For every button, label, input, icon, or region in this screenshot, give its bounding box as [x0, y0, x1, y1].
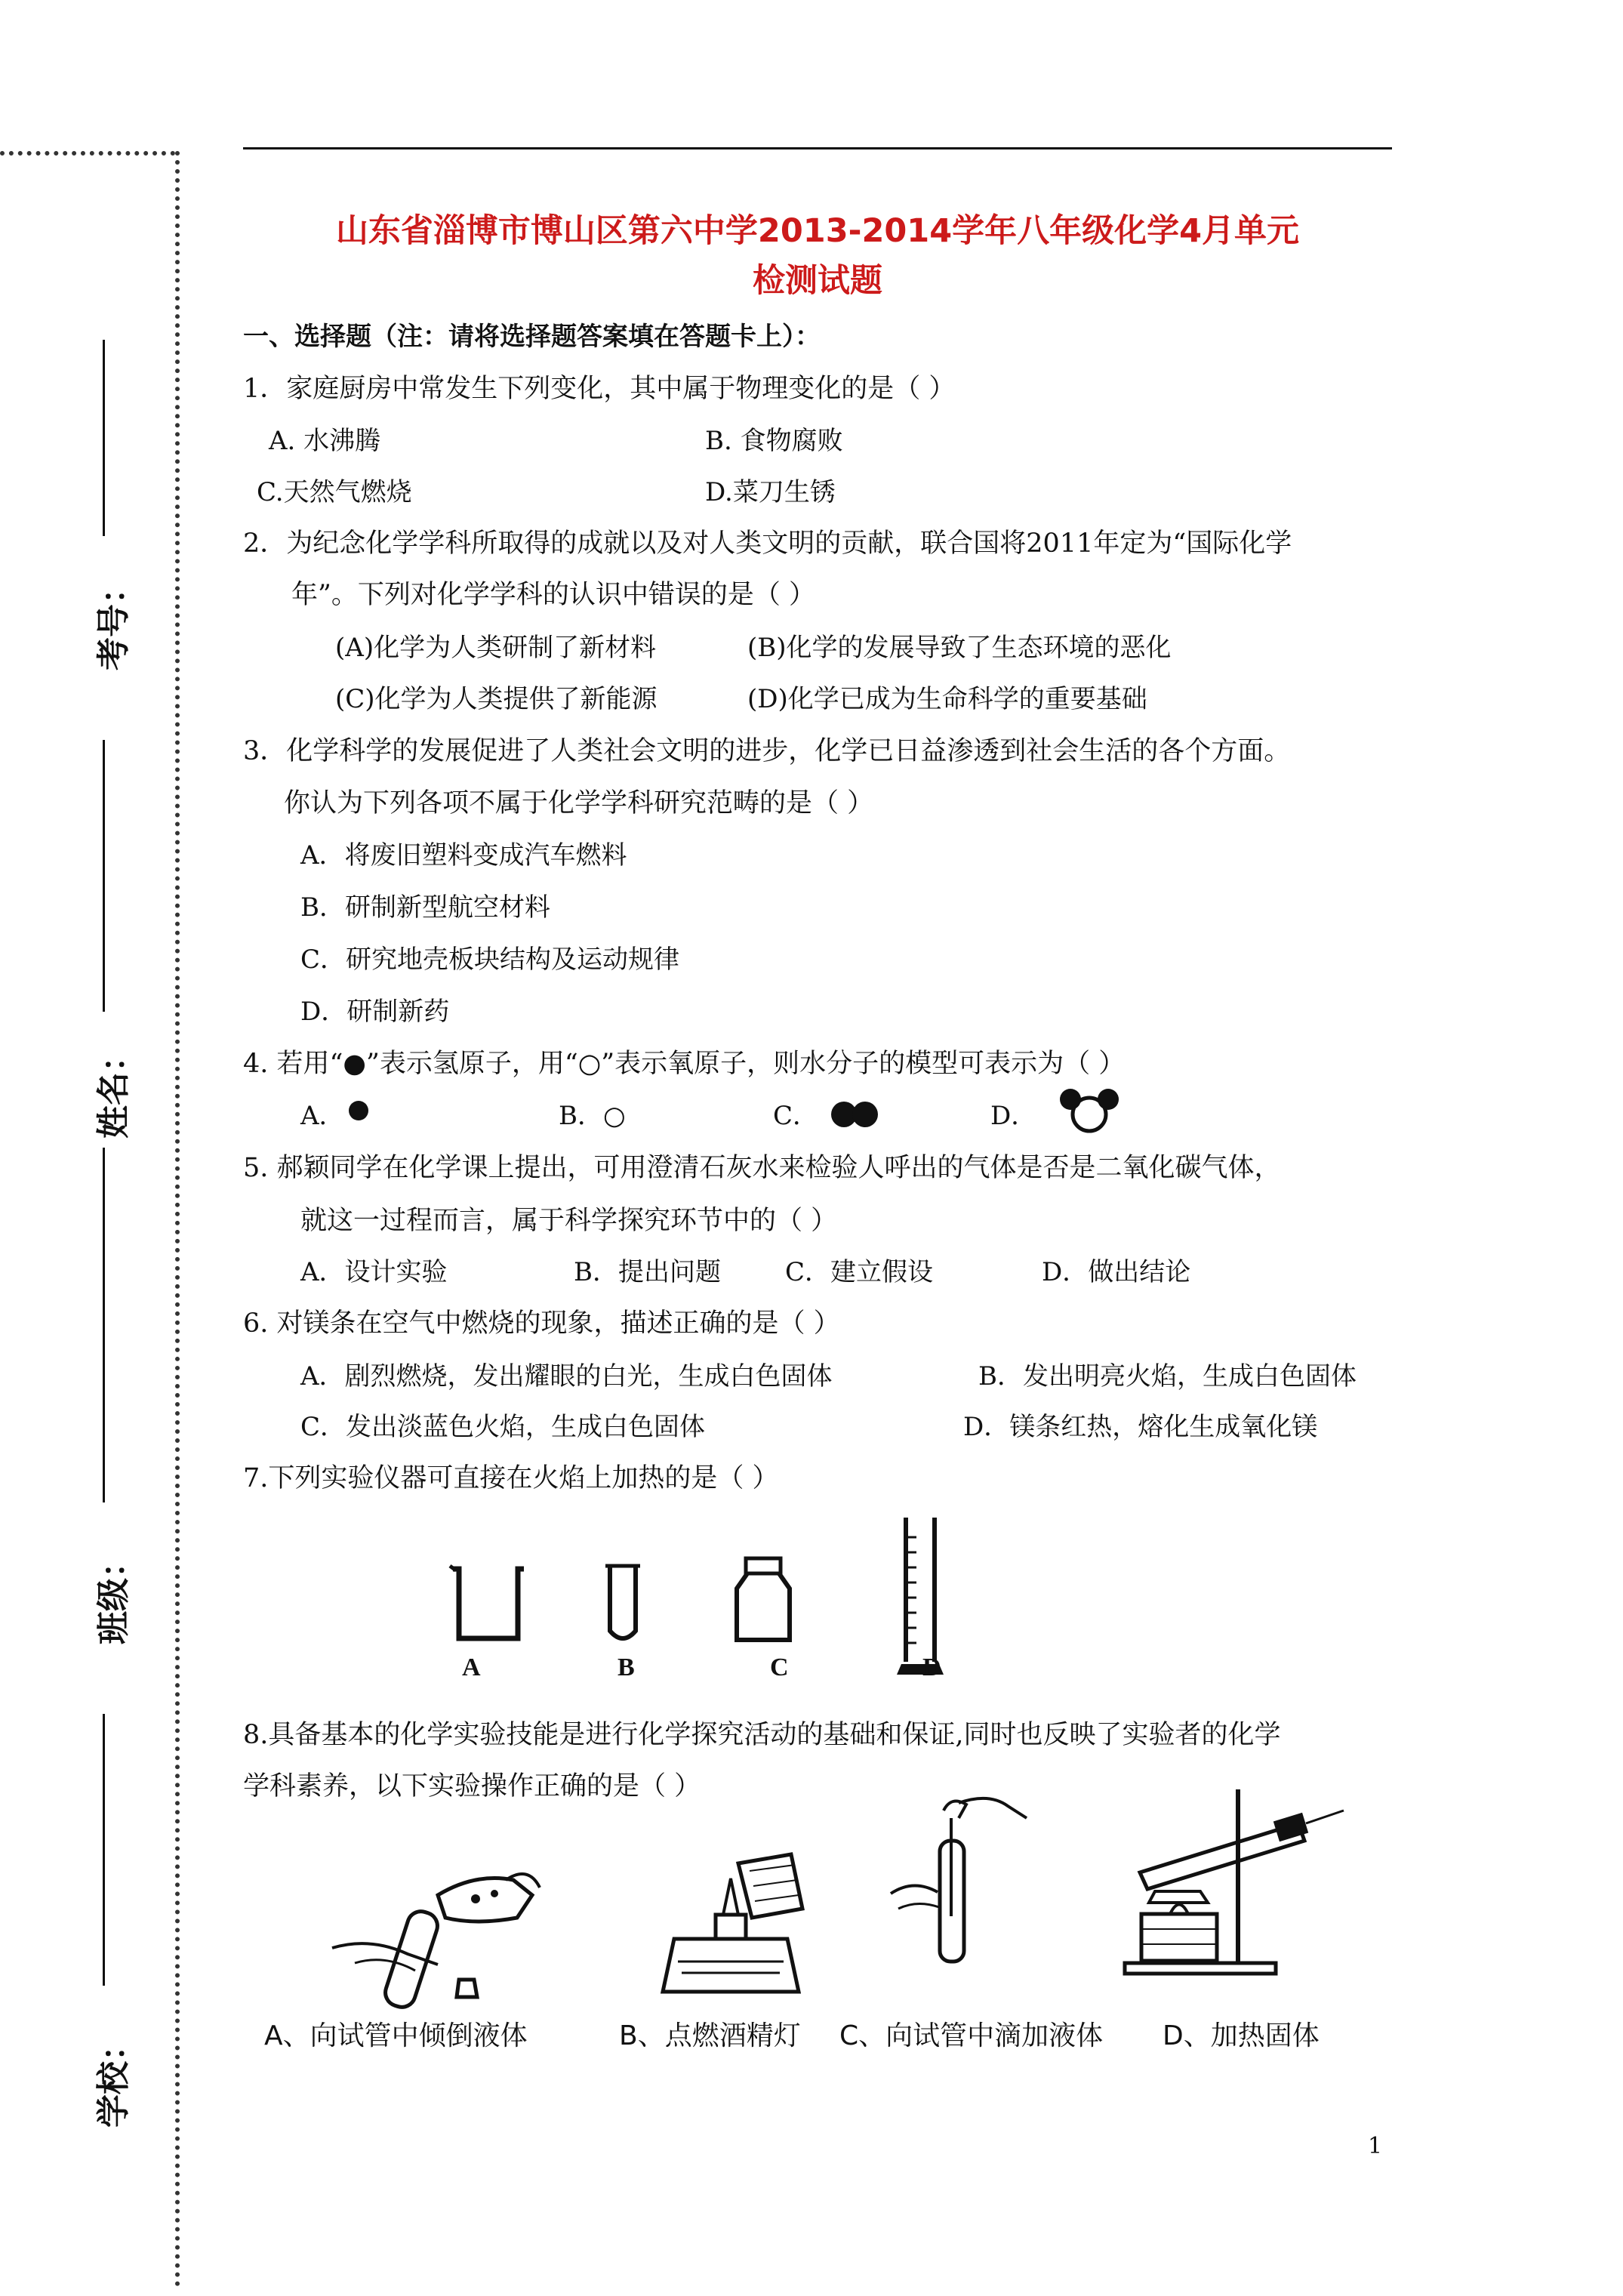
q1-option-c: C.天然气燃烧	[257, 477, 412, 507]
q7-reagent-bottle-icon	[729, 1555, 797, 1646]
class-label: 班级：	[94, 1545, 133, 1644]
q7-label-d: D	[922, 1653, 941, 1681]
q8-heating-solid-illustration	[1125, 1782, 1344, 1986]
q8-pouring-liquid-illustration	[325, 1865, 544, 2008]
school-line	[103, 1714, 105, 1986]
q4-option-d: D．	[990, 1101, 1037, 1131]
q8-stem-line1: 8.具备基本的化学实验技能是进行化学探究活动的基础和保证,同时也反映了实验者的化学	[243, 1720, 1281, 1750]
q8-caption-b: B、点燃酒精灯	[619, 2020, 801, 2051]
header-rule	[243, 147, 1392, 149]
q3-stem-line2: 你认为下列各项不属于化学学科研究范畴的是（ ）	[284, 788, 874, 818]
q5-option-b: B．提出问题	[574, 1257, 721, 1287]
q5-option-a: A．设计实验	[300, 1257, 448, 1287]
q5-option-c: C．建立假设	[785, 1257, 934, 1287]
q6-option-c: C．发出淡蓝色火焰，生成白色固体	[300, 1412, 706, 1442]
q7-beaker-icon	[447, 1563, 530, 1646]
class-line	[103, 1148, 105, 1502]
q3-option-a: A．将废旧塑料变成汽车燃料	[300, 840, 627, 871]
q6-option-b: B．发出明亮火焰，生成白色固体	[978, 1361, 1357, 1391]
q6-option-d: D．镁条红热，熔化生成氧化镁	[963, 1412, 1318, 1442]
q3-stem-line1: 3．化学科学的发展促进了人类社会文明的进步，化学已日益渗透到社会生活的各个方面。	[243, 736, 1291, 766]
q7-label-a: A	[462, 1653, 481, 1681]
q4-option-c: C．	[773, 1101, 819, 1131]
q7-label-c: C	[770, 1653, 789, 1681]
q1-option-a: A. 水沸腾	[269, 426, 381, 456]
page-title-line2: 检测试题	[753, 262, 882, 300]
q3-option-b: B．研制新型航空材料	[300, 892, 550, 923]
q8-stem-line2: 学科素养，以下实验操作正确的是（ ）	[243, 1771, 701, 1801]
q8-dropping-liquid-illustration	[876, 1788, 1027, 1969]
q4-model-d-water-icon	[1055, 1086, 1123, 1139]
q1-stem: 1．家庭厨房中常发生下列变化，其中属于物理变化的是（ ）	[243, 374, 956, 404]
q8-caption-c: C、向试管中滴加液体	[839, 2020, 1104, 2051]
exam-number-line	[103, 340, 105, 536]
school-label: 学校：	[94, 2028, 133, 2128]
q6-option-a: A．剧烈燃烧，发出耀眼的白光，生成白色固体	[300, 1361, 833, 1391]
q2-stem-line1: 2．为纪念化学学科所取得的成就以及对人类文明的贡献，联合国将2011年定为“国际化学	[243, 529, 1292, 559]
q7-label-b: B	[617, 1653, 635, 1681]
q1-option-d: D.菜刀生锈	[705, 477, 836, 507]
q4-model-c-two-hydrogen-icon	[830, 1099, 883, 1130]
q2-option-c: (C)化学为人类提供了新能源	[335, 684, 658, 714]
q2-option-a: (A)化学为人类研制了新材料	[335, 633, 657, 663]
q3-option-d: D．研制新药	[300, 997, 450, 1027]
q8-alcohol-lamp-illustration	[640, 1848, 821, 2007]
q7-stem: 7.下列实验仪器可直接在火焰上加热的是（ ）	[243, 1463, 779, 1493]
q6-stem: 6. 对镁条在空气中燃烧的现象，描述正确的是（ ）	[243, 1308, 840, 1339]
q4-option-a: A．	[300, 1101, 345, 1131]
q3-option-c: C．研究地壳板块结构及运动规律	[300, 945, 680, 975]
q2-option-b: (B)化学的发展导致了生态环境的恶化	[747, 633, 1172, 663]
q2-stem-line2: 年”。下列对化学学科的认识中错误的是（ ）	[291, 580, 816, 610]
name-label: 姓名：	[94, 1039, 133, 1139]
section-heading: 一、选择题（注：请将选择题答案填在答题卡上）：	[243, 322, 821, 352]
q4-model-a-hydrogen-icon	[347, 1099, 370, 1122]
q5-stem-line2: 就这一过程而言，属于科学探究环节中的（ ）	[300, 1206, 838, 1236]
q5-option-d: D．做出结论	[1042, 1257, 1191, 1287]
q2-option-d: (D)化学已成为生命科学的重要基础	[747, 684, 1147, 714]
q8-caption-a: A、向试管中倾倒液体	[264, 2020, 528, 2051]
exam-number-label: 考号：	[94, 571, 133, 670]
page-number: 1	[1368, 2133, 1383, 2159]
page-title-line1: 山东省淄博市博山区第六中学2013-2014学年八年级化学4月单元	[335, 212, 1300, 250]
margin-dotted-line	[175, 151, 180, 2288]
q4-stem: 4. 若用“●”表示氢原子，用“○”表示氧原子，则水分子的模型可表示为（ ）	[243, 1049, 1126, 1079]
name-line	[103, 740, 105, 1012]
margin-dotted-top	[0, 151, 175, 156]
q5-stem-line1: 5. 郝颖同学在化学课上提出，可用澄清石灰水来检验人呼出的气体是否是二氧化碳气体，	[243, 1153, 1281, 1183]
q1-option-b: B. 食物腐败	[705, 426, 843, 456]
q4-option-b: B．○	[559, 1101, 626, 1131]
q8-caption-d: D、加热固体	[1163, 2020, 1320, 2051]
q7-test-tube-icon	[604, 1563, 642, 1646]
